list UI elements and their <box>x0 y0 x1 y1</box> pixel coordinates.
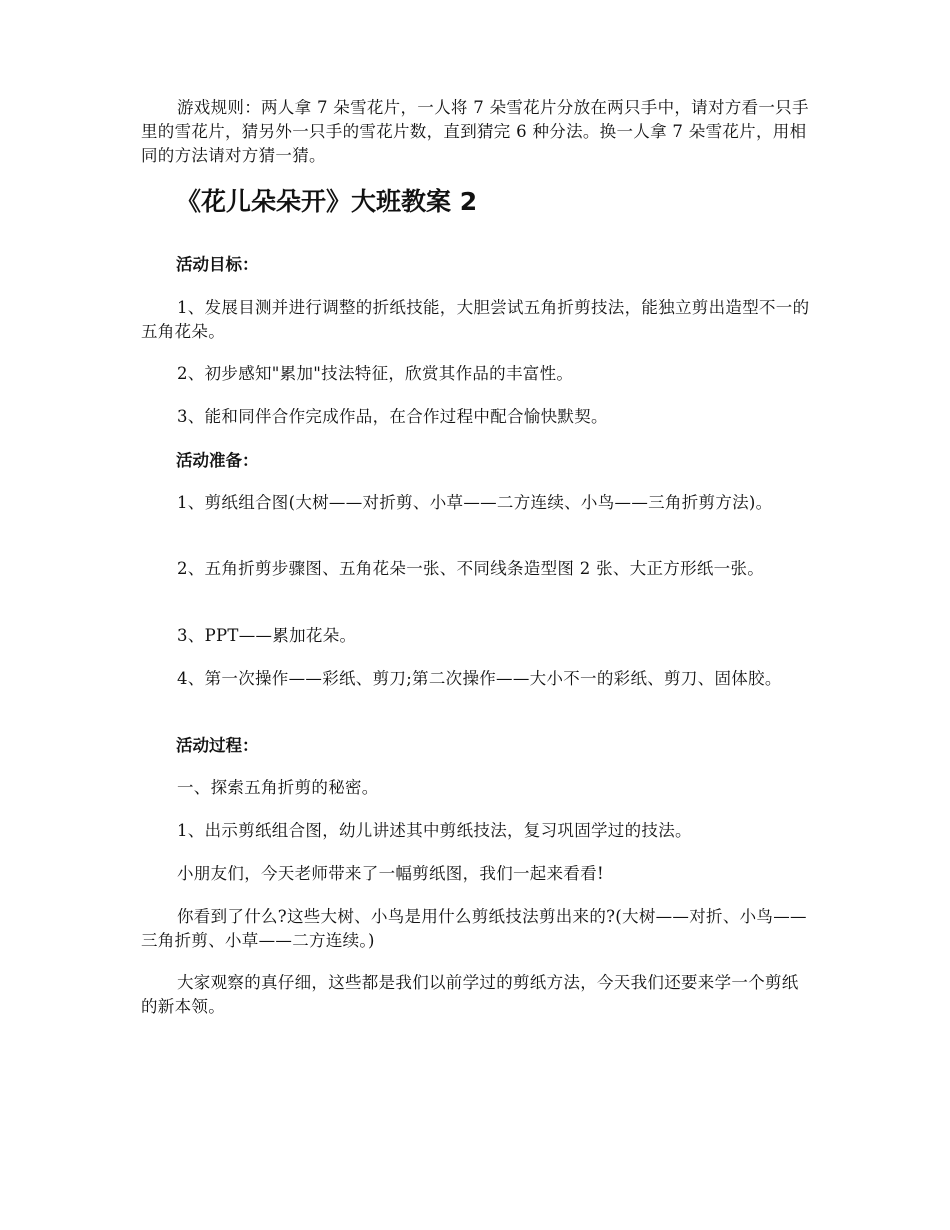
process-item-4: 你看到了什么?这些大树、小鸟是用什么剪纸技法剪出来的?(大树——对折、小鸟——三角折剪、小草——二方连续。) <box>141 907 807 950</box>
goal-item-3: 3、能和同伴合作完成作品，在合作过程中配合愉快默契。 <box>177 407 608 426</box>
prep-item-4: 4、第一次操作——彩纸、剪刀;第二次操作——大小不一的彩纸、剪刀、固体胶。 <box>177 669 782 688</box>
process-item-2: 1、出示剪纸组合图，幼儿讲述其中剪纸技法，复习巩固学过的技法。 <box>177 821 692 840</box>
goals-heading: 活动目标： <box>176 255 259 274</box>
lesson-title: 《花儿朵朵开》大班教案 2 <box>176 187 478 216</box>
prep-item-1: 1、剪纸组合图(大树——对折剪、小草——二方连续、小鸟——三角折剪方法)。 <box>177 493 773 512</box>
process-item-3: 小朋友们，今天老师带来了一幅剪纸图，我们一起来看看! <box>177 864 604 883</box>
goal-item-2: 2、初步感知"累加"技法特征，欣赏其作品的丰富性。 <box>177 364 574 383</box>
process-item-5: 大家观察的真仔细，这些都是我们以前学过的剪纸方法，今天我们还要来学一个剪纸的新本领。 <box>141 973 799 1016</box>
prep-item-3: 3、PPT——累加花朵。 <box>177 626 357 645</box>
prep-heading: 活动准备： <box>176 451 259 470</box>
goal-item-1: 1、发展目测并进行调整的折纸技能，大胆尝试五角折剪技法，能独立剪出造型不一的五角花朵。 <box>141 298 810 341</box>
prep-item-2: 2、五角折剪步骤图、五角花朵一张、不同线条造型图 2 张、大正方形纸一张。 <box>177 559 765 578</box>
intro-paragraph: 游戏规则：两人拿 7 朵雪花片，一人将 7 朵雪花片分放在两只手中，请对方看一只手里的雪花片，猜另外一只手的雪花片数，直到猜完 6 种分法。换一人拿 7 朵雪花片，用相同的方法请对方猜一猜。 <box>141 98 809 165</box>
process-heading: 活动过程： <box>176 736 259 755</box>
process-item-1: 一、探索五角折剪的秘密。 <box>177 778 379 797</box>
